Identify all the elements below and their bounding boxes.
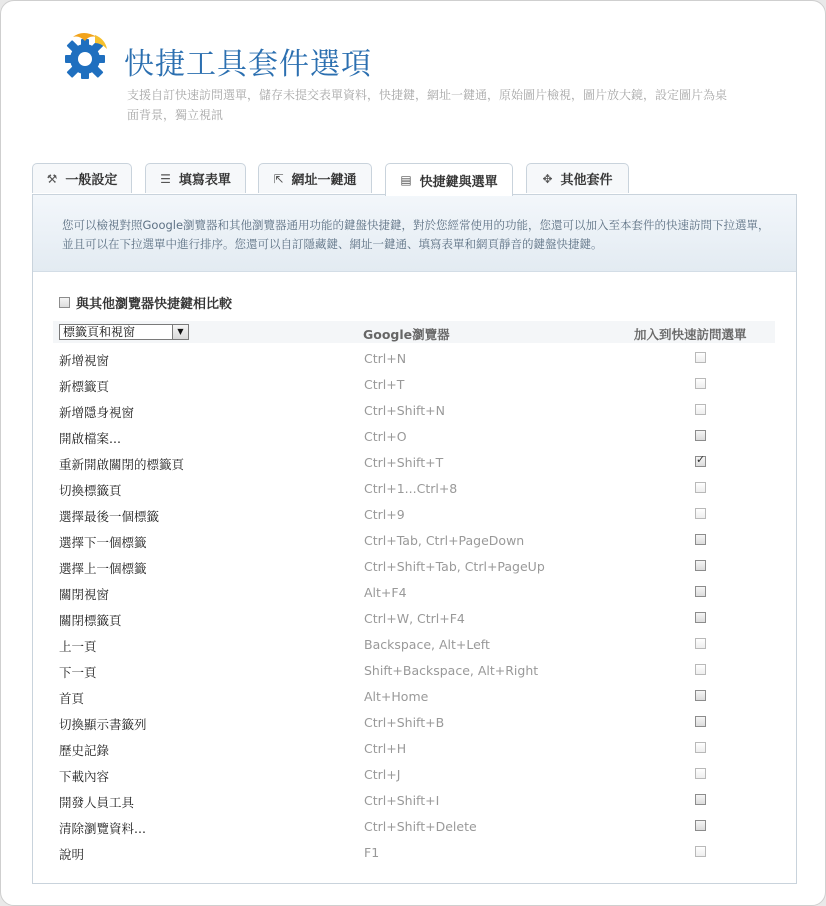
table-row xyxy=(59,815,759,841)
tab-label: 快捷鍵與選單 xyxy=(419,174,498,190)
table-header xyxy=(53,321,775,343)
add-to-quick-menu-checkbox[interactable] xyxy=(695,586,706,597)
add-to-quick-menu-checkbox[interactable] xyxy=(695,742,706,753)
tab-general[interactable] xyxy=(32,163,132,193)
add-to-quick-menu-checkbox[interactable] xyxy=(695,794,706,805)
shortcut-key: Alt+F4 xyxy=(364,585,407,600)
tab-shortcuts-menu[interactable] xyxy=(385,163,513,196)
shortcut-name: 新增視窗 xyxy=(59,353,110,368)
add-to-quick-menu-checkbox[interactable] xyxy=(695,820,706,831)
shortcut-name: 下載內容 xyxy=(59,769,110,784)
table-row xyxy=(59,633,759,659)
shortcut-name: 下一頁 xyxy=(59,665,97,680)
shortcut-key: Shift+Backspace, Alt+Right xyxy=(364,663,539,678)
shortcut-name: 重新開啟關閉的標籤頁 xyxy=(59,457,185,472)
category-select[interactable] xyxy=(59,324,189,340)
table-row xyxy=(59,789,759,815)
shortcut-name: 首頁 xyxy=(59,691,85,706)
add-to-quick-menu-checkbox[interactable] xyxy=(695,768,706,779)
shortcut-key: Backspace, Alt+Left xyxy=(364,637,490,652)
tab-label: 其他套件 xyxy=(560,173,613,188)
column-header-add: 加入到快速訪問選單 xyxy=(634,327,747,342)
table-row xyxy=(59,347,759,373)
add-to-quick-menu-checkbox[interactable] xyxy=(695,846,706,857)
tab-label: 填寫表單 xyxy=(178,173,231,188)
table-row xyxy=(59,711,759,737)
shortcut-key: Ctrl+N xyxy=(364,351,407,366)
tab-form-fill[interactable] xyxy=(145,163,246,193)
cursor-icon: ⇱ xyxy=(273,171,284,186)
shortcut-key: Ctrl+Shift+Tab, Ctrl+PageUp xyxy=(364,559,545,574)
gear-logo-icon xyxy=(59,31,111,83)
shortcut-key: Ctrl+W, Ctrl+F4 xyxy=(364,611,465,626)
shortcut-key: Ctrl+O xyxy=(364,429,407,444)
table-row xyxy=(59,737,759,763)
shortcut-name: 歷史記錄 xyxy=(59,743,110,758)
shortcut-name: 開啟檔案... xyxy=(59,431,121,446)
shortcut-name: 開發人員工具 xyxy=(59,795,135,810)
table-row xyxy=(59,685,759,711)
table-row xyxy=(59,477,759,503)
shortcut-key: Ctrl+H xyxy=(364,741,407,756)
shortcut-key: Ctrl+Tab, Ctrl+PageDown xyxy=(364,533,525,548)
add-to-quick-menu-checkbox[interactable] xyxy=(695,716,706,727)
add-to-quick-menu-checkbox[interactable] xyxy=(695,430,706,441)
shortcut-list xyxy=(59,347,759,867)
add-to-quick-menu-checkbox[interactable] xyxy=(695,534,706,545)
add-to-quick-menu-checkbox[interactable] xyxy=(695,508,706,519)
table-row xyxy=(59,659,759,685)
shortcut-name: 關閉標籤頁 xyxy=(59,613,122,628)
column-header-browser: Google瀏覽器 xyxy=(363,327,450,342)
shortcut-name: 清除瀏覽資料... xyxy=(59,821,146,836)
shortcut-name: 關閉視窗 xyxy=(59,587,110,602)
add-to-quick-menu-checkbox[interactable] xyxy=(695,456,706,467)
compare-browsers-option[interactable] xyxy=(59,293,232,312)
add-to-quick-menu-checkbox[interactable] xyxy=(695,352,706,363)
shortcut-key: Ctrl+Shift+N xyxy=(364,403,445,418)
shortcut-key: Ctrl+T xyxy=(364,377,405,392)
shortcuts-panel xyxy=(32,194,797,884)
add-to-quick-menu-checkbox[interactable] xyxy=(695,638,706,649)
table-row xyxy=(59,581,759,607)
add-to-quick-menu-checkbox[interactable] xyxy=(695,404,706,415)
add-to-quick-menu-checkbox[interactable] xyxy=(695,482,706,493)
tab-label: 一般設定 xyxy=(65,173,118,188)
info-text: 您可以檢視對照Google瀏覽器和其他瀏覽器通用功能的鍵盤快捷鍵，對於您經常使用的功能，您還可以加入至本套件的快速訪問下拉選單，並且可以在下拉選單中進行排序。您還可以自訂隱藏鍵、網址一鍵通、填寫表單和網頁靜音的鍵盤快捷鍵。 xyxy=(62,218,770,251)
table-row xyxy=(59,529,759,555)
shortcut-key: Alt+Home xyxy=(364,689,429,704)
document-icon: ▤ xyxy=(400,173,412,187)
table-row xyxy=(59,399,759,425)
table-row xyxy=(59,425,759,451)
shortcut-key: Ctrl+Shift+Delete xyxy=(364,819,477,834)
table-row xyxy=(59,763,759,789)
add-to-quick-menu-checkbox[interactable] xyxy=(695,690,706,701)
shortcut-name: 選擇最後一個標籤 xyxy=(59,509,160,524)
table-row xyxy=(59,607,759,633)
compare-checkbox[interactable] xyxy=(59,297,70,308)
tab-url-one-click[interactable] xyxy=(258,163,372,193)
add-to-quick-menu-checkbox[interactable] xyxy=(695,664,706,675)
compare-label: 與其他瀏覽器快捷鍵相比較 xyxy=(76,297,233,312)
tab-label: 網址一鍵通 xyxy=(291,173,357,188)
shortcut-name: 切換顯示書籤列 xyxy=(59,717,147,732)
shortcut-key: Ctrl+9 xyxy=(364,507,405,522)
category-select-value: 標籤頁和視窗 xyxy=(63,325,136,339)
shortcut-name: 選擇下一個標籤 xyxy=(59,535,147,550)
shortcut-key: Ctrl+J xyxy=(364,767,401,782)
shortcut-name: 選擇上一個標籤 xyxy=(59,561,147,576)
wrench-icon: ⚒ xyxy=(46,171,58,186)
info-box xyxy=(33,195,796,272)
add-to-quick-menu-checkbox[interactable] xyxy=(695,378,706,389)
page-title: 快捷工具套件選項 xyxy=(124,47,372,82)
shortcut-key: Ctrl+1...Ctrl+8 xyxy=(364,481,458,496)
shortcut-name: 上一頁 xyxy=(59,639,97,654)
shortcut-name: 新標籤頁 xyxy=(59,379,110,394)
add-to-quick-menu-checkbox[interactable] xyxy=(695,560,706,571)
page-subtitle: 支援自訂快速訪問選單，儲存未提交表單資料，快捷鍵，網址一鍵通，原始圖片檢視，圖片放大鏡，設定圖片為桌面背景，獨立視訊 xyxy=(127,88,728,122)
shortcut-name: 新增隱身視窗 xyxy=(59,405,135,420)
shortcut-key: Ctrl+Shift+B xyxy=(364,715,445,730)
list-icon: ☰ xyxy=(160,171,171,186)
shortcut-key: Ctrl+Shift+I xyxy=(364,793,440,808)
puzzle-icon: ✥ xyxy=(542,171,553,186)
tab-other-extensions[interactable] xyxy=(526,163,629,193)
table-row xyxy=(59,373,759,399)
chevron-down-icon: ▼ xyxy=(172,325,188,339)
shortcut-key: Ctrl+Shift+T xyxy=(364,455,444,470)
shortcut-key: F1 xyxy=(364,845,380,860)
table-row xyxy=(59,841,759,867)
table-row xyxy=(59,555,759,581)
shortcut-name: 說明 xyxy=(59,847,85,862)
table-row xyxy=(59,451,759,477)
add-to-quick-menu-checkbox[interactable] xyxy=(695,612,706,623)
table-row xyxy=(59,503,759,529)
shortcut-name: 切換標籤頁 xyxy=(59,483,122,498)
